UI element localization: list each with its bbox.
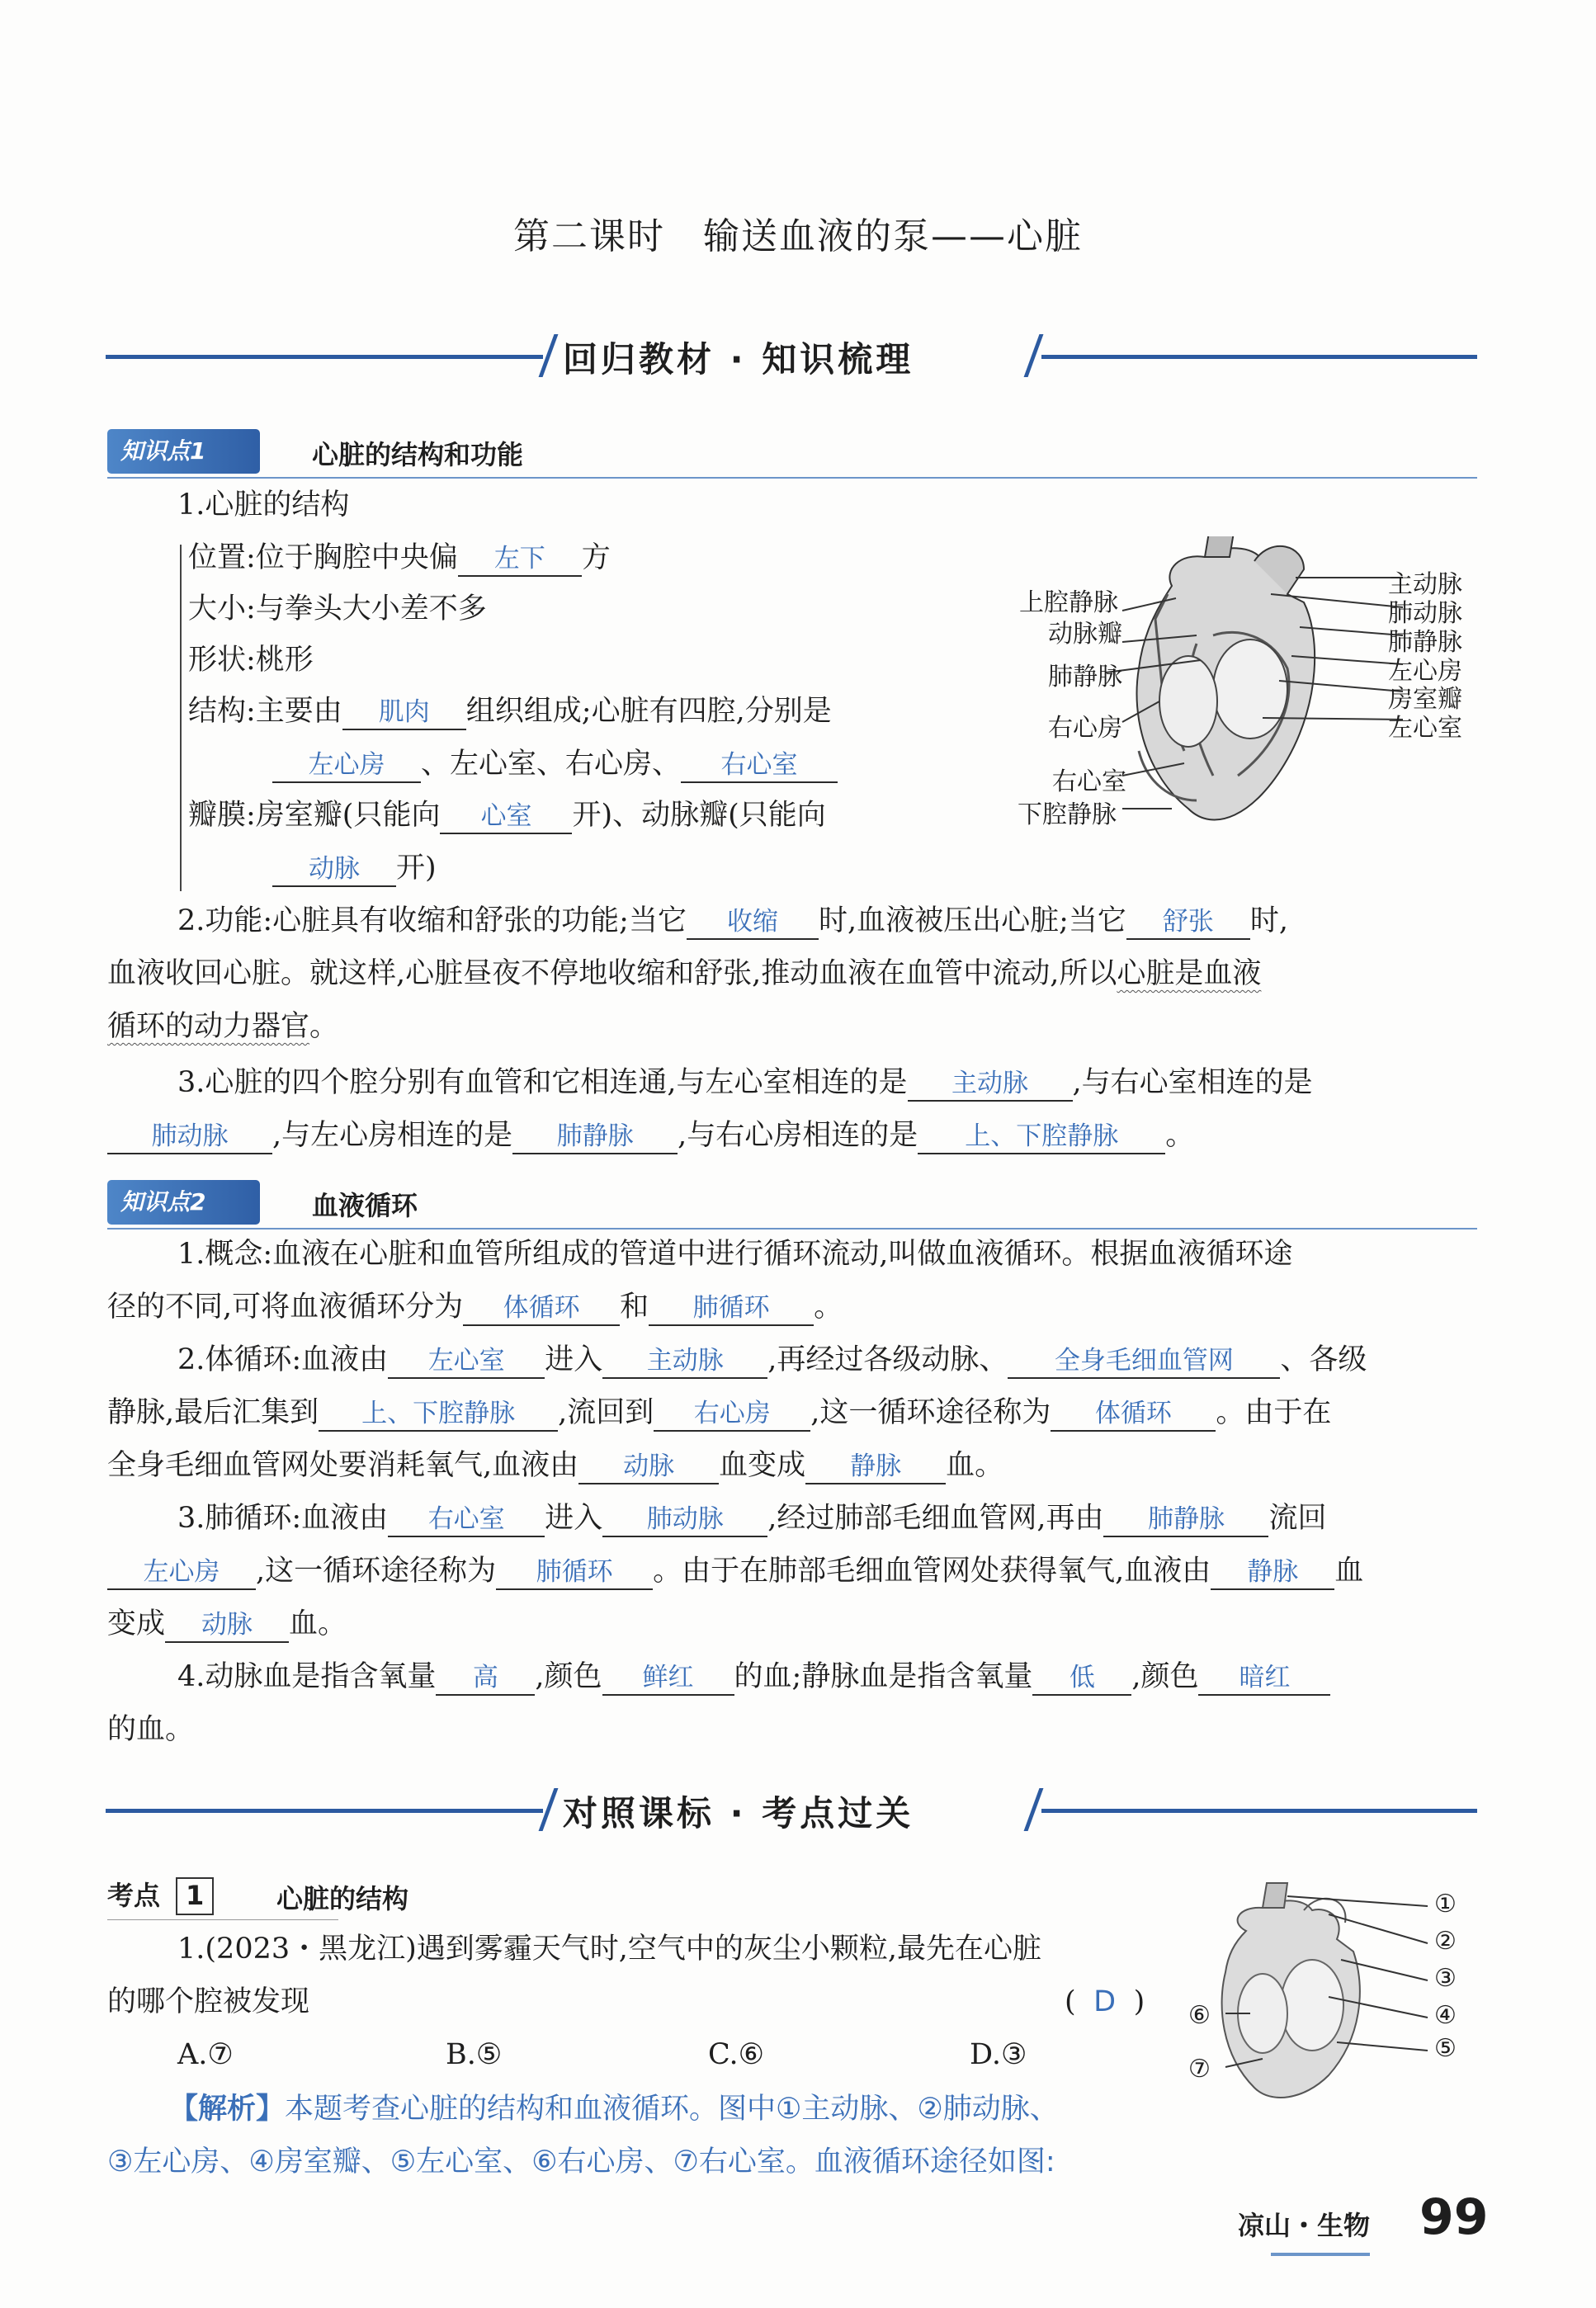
question-line-2: 的哪个腔被发现 (107, 1985, 310, 2018)
answer-blank: 动脉 (165, 1608, 289, 1643)
valve-line-2: 动脉 开) (272, 850, 437, 887)
band-slash-right (1024, 334, 1044, 377)
band-rule-left (106, 1809, 543, 1813)
heart-structure-heading: 1.心脏的结构 (177, 489, 350, 522)
valve-line: 瓣膜:房室瓣(只能向 心室 开)、动脉瓣(只能向 (188, 797, 826, 834)
exam-fig-num-1: ① (1434, 1890, 1457, 1919)
answer-blank: 左心室 (388, 1344, 545, 1379)
answer-blank: 低 (1032, 1661, 1131, 1696)
answer-blank: 左下 (458, 542, 582, 577)
knowledge-point-rule (107, 477, 1477, 479)
systemic-line-1: 2.体循环:血液由 左心室 进入 主动脉 ,再经过各级动脉、 全身毛细血管网 、各级 (177, 1342, 1367, 1379)
structure-line: 结构:主要由 肌肉 组织组成;心脏有四腔,分别是 (188, 693, 832, 730)
heart-label-aorta: 主动脉 (1388, 570, 1462, 599)
heart-label-left-atrium: 左心房 (1388, 657, 1462, 686)
exam-point-label: 考点 1 (107, 1875, 214, 1915)
option-a: A.⑦ (177, 2038, 234, 2071)
exam-fig-num-5: ⑤ (1434, 2034, 1457, 2063)
band-rule-right (1041, 355, 1477, 359)
answer-blank: 静脉 (805, 1450, 946, 1484)
answer-blank: 鲜红 (602, 1661, 734, 1696)
answer-blank: 静脉 (1211, 1555, 1334, 1590)
heart-label-right-atrium: 右心房 (1048, 714, 1122, 743)
page-title: 第二课时 输送血液的泵——心脏 (513, 215, 1083, 257)
section-heading-textbook: 回归教材 · 知识梳理 (563, 339, 914, 380)
pulmonary-line-1: 3.肺循环:血液由 右心室 进入 肺动脉 ,经过肺部毛细血管网,再由 肺静脉 流回 (177, 1500, 1326, 1537)
concept-line-2: 径的不同,可将血液循环分为 体循环 和 肺循环 。 (107, 1289, 843, 1326)
option-d: D.③ (970, 2038, 1027, 2071)
position-line: 位置:位于胸腔中央偏 左下 方 (188, 540, 611, 577)
answer-blank: 肺静脉 (512, 1120, 678, 1154)
answer-blank: 肺静脉 (1103, 1503, 1268, 1537)
answer-blank: 高 (436, 1661, 535, 1696)
exam-fig-num-4: ④ (1434, 2001, 1457, 2030)
answer-blank: 体循环 (1051, 1397, 1216, 1432)
blood-type-line-2: 的血。 (107, 1713, 195, 1746)
heart-label-left-ventricle: 左心室 (1388, 714, 1462, 743)
blood-type-line-1: 4.动脉血是指含氧量 高 ,颜色 鲜红 的血;静脉血是指含氧量 低 ,颜色 暗红 (177, 1659, 1330, 1696)
answer-blank: 右心房 (654, 1397, 810, 1432)
analysis-line-2: ③左心房、④房室瓣、⑤左心室、⑥右心房、⑦右心室。血液循环途径如图: (107, 2145, 1055, 2178)
vessels-line-2: 肺动脉 ,与左心房相连的是 肺静脉 ,与右心房相连的是 上、下腔静脉 。 (107, 1117, 1194, 1154)
pulmonary-line-2: 左心房 ,这一循环途径称为 肺循环 。由于在肺部毛细血管网处获得氧气,血液由 静脉 血 (107, 1553, 1363, 1590)
pulmonary-line-3: 变成 动脉 血。 (107, 1606, 347, 1643)
exam-point-rule (107, 1919, 338, 1920)
answer-blank: 肺动脉 (107, 1120, 272, 1154)
footer-rule (1271, 2253, 1370, 2256)
answer-blank: 肺循环 (649, 1291, 814, 1326)
answer-blank: 肺动脉 (602, 1503, 767, 1537)
knowledge-point-title: 血液循环 (312, 1190, 418, 1221)
heart-label-pulmonary-vein-right: 肺静脉 (1388, 628, 1462, 657)
heart-label-right-ventricle: 右心室 (1052, 767, 1126, 796)
exam-point-title: 心脏的结构 (276, 1883, 409, 1914)
answer-choice: D (1093, 1985, 1117, 2018)
heart-label-av-valve: 房室瓣 (1388, 685, 1462, 714)
answer-blank: 左心房 (107, 1555, 256, 1590)
vessels-line-1: 3.心脏的四个腔分别有血管和它相连通,与左心室相连的是 主动脉 ,与右心室相连的是 (177, 1064, 1313, 1102)
band-rule-left (106, 355, 543, 359)
heart-illustration (1137, 536, 1315, 820)
answer-blank: 左心房 (272, 748, 421, 783)
exam-fig-num-2: ② (1434, 1927, 1457, 1956)
answer-blank: 收缩 (687, 905, 819, 940)
analysis-line-1: 【解析】本题考查心脏的结构和血液循环。图中①主动脉、②肺动脉、 (169, 2093, 1059, 2126)
answer-blank: 暗红 (1198, 1661, 1330, 1696)
answer-bracket: ( D ) (1065, 1985, 1145, 2018)
brace (180, 545, 182, 891)
knowledge-point-badge: 知识点2 (107, 1180, 260, 1225)
answer-blank: 动脉 (272, 852, 396, 887)
question-line-1: 1.(2023・黑龙江)遇到雾霾天气时,空气中的灰尘小颗粒,最先在心脏 (177, 1933, 1042, 1966)
knowledge-point-badge: 知识点1 (107, 429, 260, 474)
heart-label-pulmonary-artery: 肺动脉 (1388, 599, 1462, 628)
function-line-3: 循环的动力器官。 (107, 1010, 339, 1043)
heart-label-aortic-valve: 动脉瓣 (1048, 620, 1122, 649)
heart-label-pulmonary-vein-left: 肺静脉 (1048, 663, 1122, 691)
systemic-line-3: 全身毛细血管网处要消耗氧气,血液由 动脉 血变成 静脉 血。 (107, 1447, 1003, 1484)
answer-blank: 舒张 (1126, 905, 1250, 940)
option-c: C.⑥ (708, 2038, 765, 2071)
answer-blank: 主动脉 (602, 1344, 767, 1379)
answer-blank: 右心室 (681, 748, 838, 783)
option-b: B.⑤ (446, 2038, 503, 2071)
section-heading-exam: 对照课标 · 考点过关 (563, 1793, 914, 1834)
footer-book: 凉山・生物 (1238, 2210, 1371, 2241)
band-rule-right (1041, 1809, 1477, 1813)
answer-blank: 心室 (440, 800, 572, 834)
shape-line: 形状:桃形 (188, 644, 314, 677)
heart-label-ivc: 下腔静脉 (1018, 800, 1117, 829)
function-line-2: 血液收回心脏。就这样,心脏昼夜不停地收缩和舒张,推动血液在血管中流动,所以心脏是血液 (107, 957, 1262, 990)
exam-point-number: 1 (176, 1877, 214, 1915)
answer-blank: 主动脉 (908, 1067, 1073, 1102)
exam-fig-num-7: ⑦ (1188, 2055, 1211, 2084)
structure-line-2: 左心房 、左心室、右心房、 右心室 (272, 746, 838, 783)
concept-line-1: 1.概念:血液在心脏和血管所组成的管道中进行循环流动,叫做血液循环。根据血液循环途 (177, 1238, 1293, 1271)
answer-blank: 肌肉 (342, 696, 466, 730)
band-slash-right (1024, 1788, 1044, 1831)
answer-blank: 体循环 (463, 1291, 620, 1326)
answer-blank: 右心室 (388, 1503, 545, 1537)
exam-fig-num-3: ③ (1434, 1964, 1457, 1993)
size-line: 大小:与拳头大小差不多 (188, 592, 487, 625)
heart-label-svc: 上腔静脉 (1019, 588, 1118, 617)
answer-blank: 动脉 (578, 1450, 719, 1484)
exam-fig-num-6: ⑥ (1188, 2001, 1211, 2030)
answer-blank: 上、下腔静脉 (918, 1120, 1165, 1154)
knowledge-point-title: 心脏的结构和功能 (312, 439, 524, 470)
systemic-line-2: 静脉,最后汇集到 上、下腔静脉 ,流回到 右心房 ,这一循环途径称为 体循环 。由于在 (107, 1395, 1331, 1432)
knowledge-point-rule (107, 1228, 1477, 1230)
answer-blank: 肺循环 (496, 1555, 653, 1590)
page-number: 99 (1419, 2188, 1489, 2246)
answer-blank: 上、下腔静脉 (319, 1397, 558, 1432)
function-line-1: 2.功能:心脏具有收缩和舒张的功能;当它 收缩 时,血液被压出心脏;当它 舒张 时, (177, 903, 1288, 940)
answer-blank: 全身毛细血管网 (1008, 1344, 1280, 1379)
